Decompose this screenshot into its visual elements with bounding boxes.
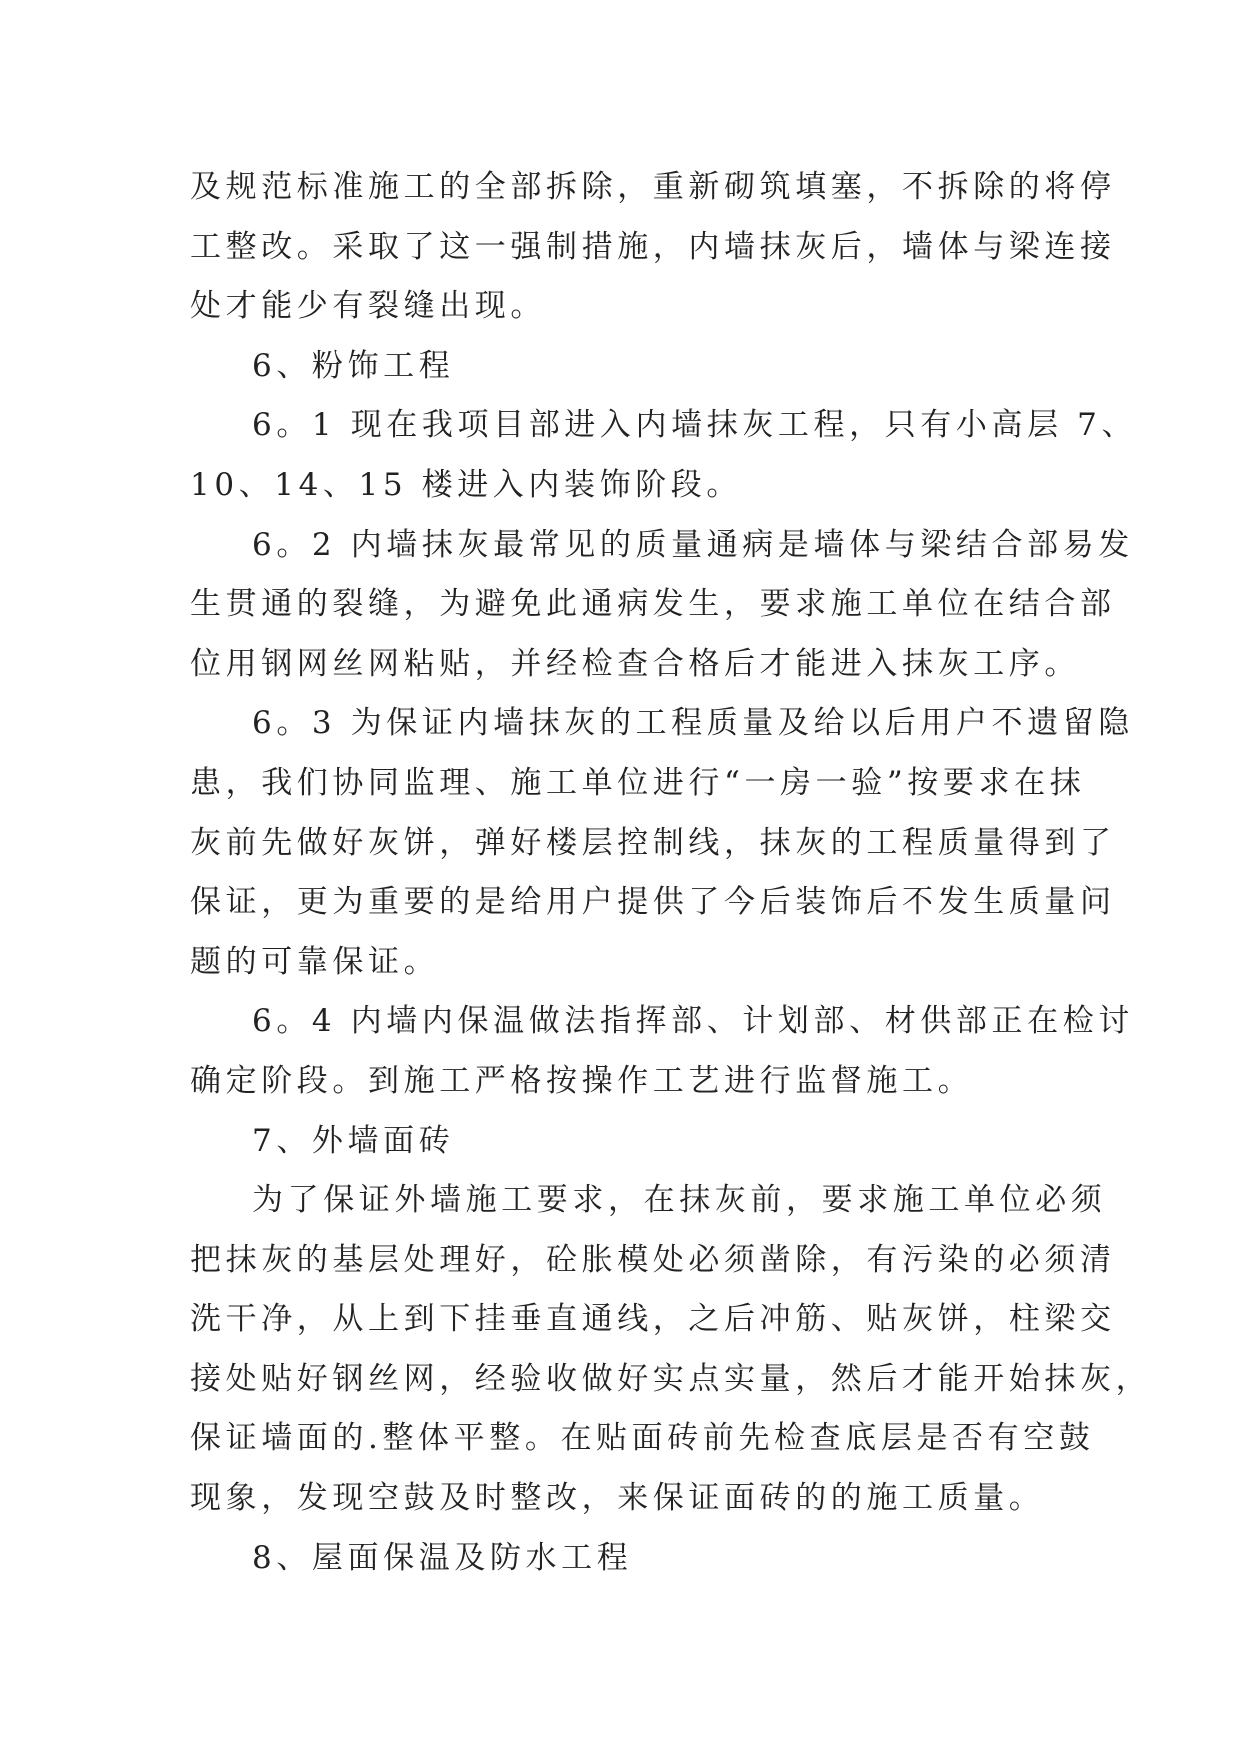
paragraph	[190, 694, 1134, 992]
text-line: 及规范标准施工的全部拆除，重新砌筑填塞，不拆除的将停	[190, 169, 1116, 205]
text-line: 为了保证外墙施工要求，在抹灰前，要求施工单位必须	[252, 1182, 1107, 1219]
text-line: 现象，发现空鼓及时整改，来保证面砖的的施工质量。	[190, 1480, 1045, 1517]
section-heading	[190, 337, 1060, 397]
paragraph	[190, 992, 1134, 1111]
text-line: 把抹灰的基层处理好，砼胀模处必须凿除，有污染的必须清	[190, 1241, 1116, 1278]
document-body	[190, 158, 1152, 1588]
text-line: 洗干净，从上到下挂垂直通线，之后冲筋、贴灰饼，柱梁交	[190, 1301, 1116, 1338]
text-line: 6。2 内墙抹灰最常见的质量通病是墙体与梁结合部易发	[252, 526, 1134, 563]
text-line: 10、14、15 楼进入内装饰阶段。	[190, 466, 742, 503]
paragraph	[190, 158, 1116, 337]
text-line: 确定阶段。到施工严格按操作工艺进行监督施工。	[190, 1062, 974, 1099]
text-line: 患，我们协同监理、施工单位进行“一房一验”按要求在抹	[190, 764, 1086, 801]
text-line: 保证，更为重要的是给用户提供了今后装饰后不发生质量问	[190, 884, 1116, 921]
paragraph	[190, 1171, 1152, 1529]
text-line: 7、外墙面砖	[252, 1122, 455, 1159]
section-heading	[190, 1112, 1060, 1172]
text-line: 8、屋面保温及防水工程	[252, 1539, 633, 1576]
text-line: 6、粉饰工程	[252, 347, 455, 384]
text-line: 题的可靠保证。	[190, 943, 440, 980]
text-line: 6。4 内墙内保温做法指挥部、计划部、材供部正在检讨	[252, 1003, 1134, 1040]
text-line: 位用钢网丝网粘贴，并经检查合格后才能进入抹灰工序。	[190, 645, 1080, 682]
text-line: 生贯通的裂缝，为避免此通病发生，要求施工单位在结合部	[190, 586, 1116, 623]
paragraph	[190, 516, 1134, 695]
paragraph	[190, 396, 1138, 515]
text-line: 6。1 现在我项目部进入内墙抹灰工程，只有小高层 7、	[252, 407, 1138, 444]
text-line: 工整改。采取了这一强制措施，内墙抹灰后，墙体与梁连接	[190, 228, 1116, 265]
text-line: 6。3 为保证内墙抹灰的工程质量及给以后用户不遗留隐	[252, 705, 1134, 742]
text-line: 接处贴好钢丝网，经验收做好实点实量，然后才能开始抹灰，	[190, 1360, 1152, 1397]
text-line: 灰前先做好灰饼，弹好楼层控制线，抹灰的工程质量得到了	[190, 824, 1116, 861]
text-line: 处才能少有裂缝出现。	[190, 288, 546, 325]
section-heading	[190, 1529, 1060, 1589]
text-line: 保证墙面的.整体平整。在贴面砖前先检查底层是否有空鼓	[190, 1420, 1095, 1457]
